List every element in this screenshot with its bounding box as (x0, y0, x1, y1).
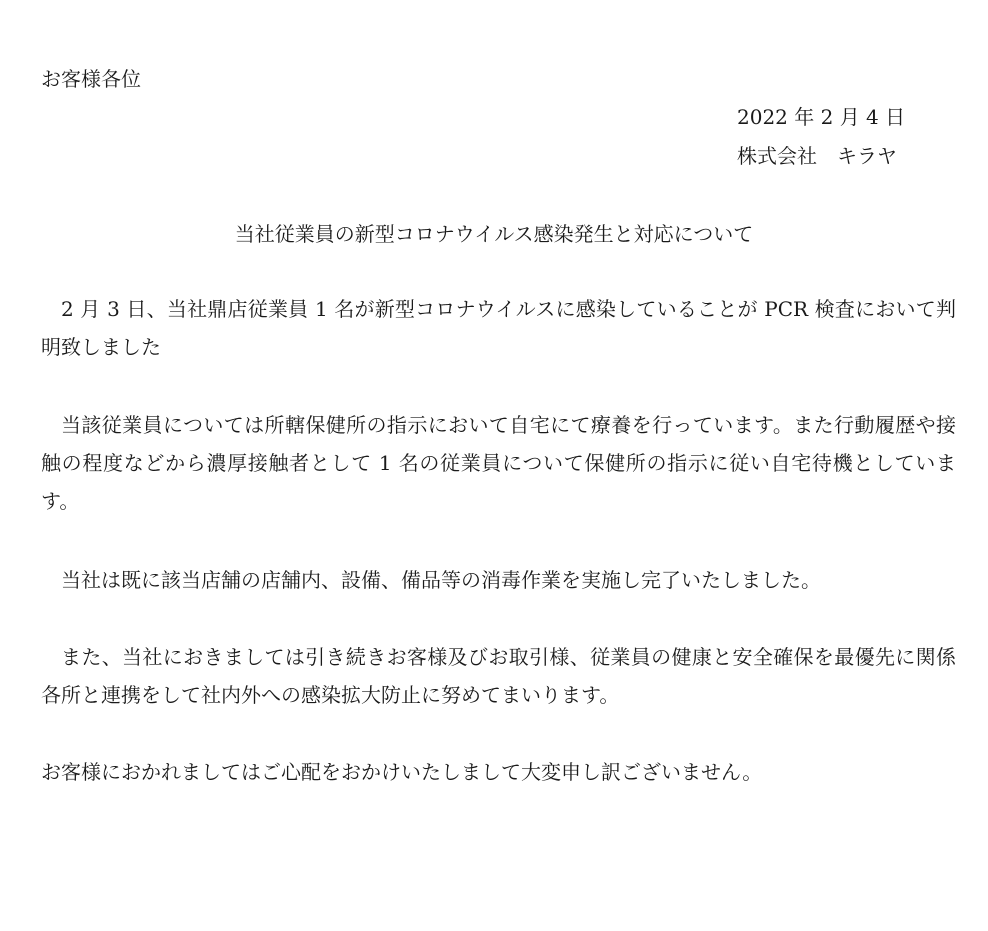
paragraph-quarantine: 当該従業員については所轄保健所の指示において自宅にて療養を行っています。また行動履歴や接触の程度などから濃厚接触者として 1 名の従業員について保健所の指示に従い自宅待機としています。 (41, 413, 956, 513)
salutation: お客様各位 (41, 67, 141, 91)
notice-date: 2022 年 2 月 4 日 (737, 105, 906, 129)
notice-title: 当社従業員の新型コロナウイルス感染発生と対応について (234, 222, 754, 246)
company-name: 株式会社 キラヤ (737, 144, 897, 168)
paragraph-infection-report: 2 月 3 日、当社鼎店従業員 1 名が新型コロナウイルスに感染していることが PCR 検査において判明致しました (41, 297, 956, 359)
paragraph-disinfection: 当社は既に該当店舗の店舗内、設備、備品等の消毒作業を実施し完了いたしました。 (61, 568, 821, 592)
paragraph-prevention: また、当社におきましては引き続きお客様及びお取引様、従業員の健康と安全確保を最優先に関係各所と連携をして社内外への感染拡大防止に努めてまいります。 (41, 645, 956, 707)
closing-apology: お客様におかれましてはご心配をおかけいたしまして大変申し訳ございません。 (41, 760, 763, 784)
